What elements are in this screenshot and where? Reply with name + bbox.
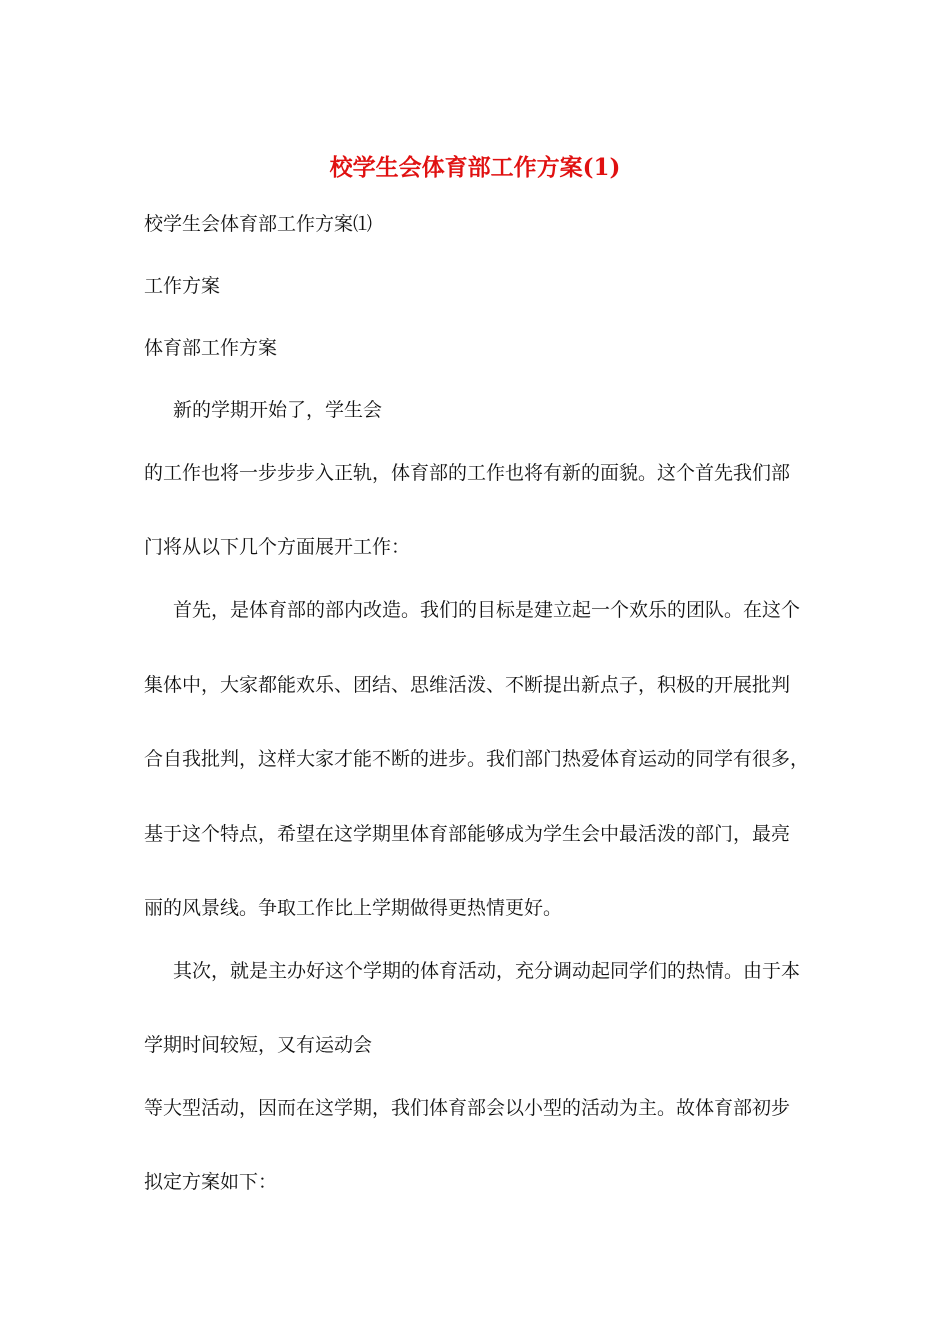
paragraph-line: 拟定方案如下： — [144, 1171, 278, 1193]
paragraph-line: 等大型活动，因而在这学期，我们体育部会以小型的活动为主。故体育部初步 — [144, 1097, 791, 1119]
subtitle-line: 校学生会体育部工作方案⑴ — [144, 213, 373, 235]
paragraph-line: 首先，是体育部的部内改造。我们的目标是建立起一个欢乐的团队。在这个 — [173, 599, 801, 621]
paragraph-line: 门将从以下几个方面展开工作： — [144, 536, 411, 558]
paragraph-line: 学期时间较短，又有运动会 — [144, 1034, 373, 1056]
section-heading: 工作方案 — [144, 275, 221, 297]
document-title: 校学生会体育部工作方案(1) — [329, 154, 621, 181]
paragraph-line: 其次，就是主办好这个学期的体育活动，充分调动起同学们的热情。由于本 — [173, 960, 801, 982]
section-heading: 体育部工作方案 — [144, 337, 278, 359]
paragraph-line: 集体中，大家都能欢乐、团结、思维活泼、不断提出新点子，积极的开展批判 — [144, 674, 791, 696]
paragraph-line: 合自我批判，这样大家才能不断的进步。我们部门热爱体育运动的同学有很多， — [144, 748, 810, 770]
paragraph-line: 丽的风景线。争取工作比上学期做得更热情更好。 — [144, 897, 563, 919]
paragraph-line: 的工作也将一步步步入正轨，体育部的工作也将有新的面貌。这个首先我们部 — [144, 462, 791, 484]
paragraph-line: 新的学期开始了，学生会 — [173, 399, 383, 421]
paragraph-line: 基于这个特点，希望在这学期里体育部能够成为学生会中最活泼的部门，最亮 — [144, 823, 791, 845]
